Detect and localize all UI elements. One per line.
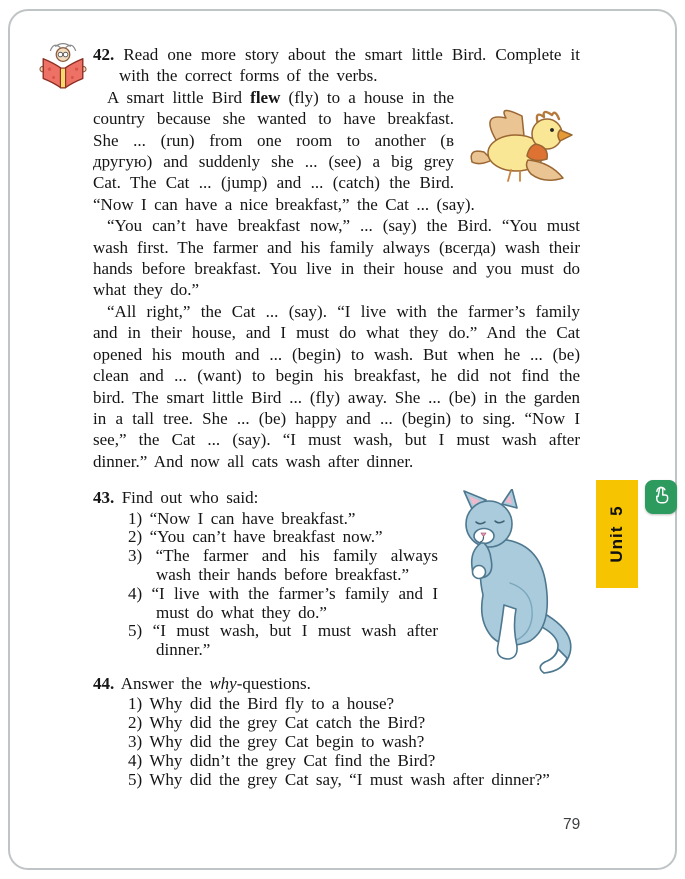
- item-number: 2): [128, 713, 143, 733]
- tap-hand-button[interactable]: [645, 480, 677, 514]
- italic-word: why: [209, 673, 237, 693]
- item-number: 3): [128, 731, 143, 751]
- exercise-44: [93, 673, 580, 789]
- reading-book-icon: [39, 41, 87, 91]
- item-text: “I live with the farmer’s family and I must do what they do.”: [151, 583, 438, 622]
- cat-illustration: [448, 489, 580, 677]
- unit-5-tab-label: Unit 5: [607, 505, 626, 563]
- item-number: 1): [128, 694, 143, 714]
- exercise-42-instruction: Read one more story about the smart little Bird. Complete it with the correct forms of the verbs.: [119, 45, 580, 86]
- item-text: Why did the grey Cat say, “I must wash after dinner?”: [149, 769, 550, 789]
- exercise-43-instruction: Find out who said:: [121, 488, 259, 508]
- item-number: 4): [128, 750, 143, 770]
- bird-illustration: [462, 87, 580, 187]
- exercise-44-number: 44.: [93, 673, 115, 693]
- exercise-43-number: 43.: [93, 488, 115, 508]
- item-text: “I must wash, but I must wash after dinner.”: [152, 621, 438, 660]
- exercise-43: [93, 487, 580, 660]
- exercise-42-title: [93, 44, 580, 87]
- page-number: 79: [563, 816, 581, 833]
- story-paragraph-1: [93, 87, 580, 215]
- story-text: A smart little Bird: [107, 87, 251, 107]
- item-number: 5): [128, 769, 143, 789]
- list-item: [128, 714, 580, 733]
- list-item: [128, 771, 580, 790]
- exercise-42-number: 42.: [93, 45, 115, 64]
- item-number: 3): [128, 546, 143, 566]
- item-text: Why didn’t the grey Cat find the Bird?: [149, 750, 436, 770]
- list-item: [128, 695, 580, 714]
- item-text: Why did the grey Cat begin to wash?: [149, 731, 425, 751]
- item-text: Why did the Bird fly to a house?: [149, 694, 395, 714]
- story-bold-word: flew: [250, 87, 281, 107]
- exercise-42: [93, 44, 580, 472]
- story-text: (fly) to a house in the country because she wanted to have breakfast. She ... (run) from one room to another (в другую) and suddenly she ... (see) a big grey Cat. The Cat ... (jump) and ... (catch) the Bird. “Now I can have a nice breakfast,” the Cat ... (say).: [93, 87, 475, 214]
- item-number: 1): [128, 508, 143, 528]
- item-text: “You can’t have breakfast now.”: [149, 527, 383, 547]
- story-paragraph-2: “You can’t have breakfast now,” ... (say) the Bird. “You must wash first. The farmer and his family always (всегда) wash their hands before breakfast. You live in their house and you must do what they do.”: [93, 216, 580, 300]
- tap-hand-icon: [650, 484, 672, 511]
- item-text: Why did the grey Cat catch the Bird?: [149, 713, 426, 733]
- item-text: “The farmer and his family always wash their hands before breakfast.”: [155, 546, 438, 584]
- page-content: [93, 44, 580, 789]
- item-number: 2): [128, 527, 143, 547]
- exercise-44-instruction: Answer the why-questions.: [120, 673, 311, 693]
- item-number: 5): [128, 621, 143, 641]
- unit-5-tab: [596, 480, 638, 588]
- item-text: “Now I can have breakfast.”: [149, 508, 356, 528]
- list-item: [128, 733, 580, 752]
- item-number: 4): [128, 583, 143, 603]
- exercise-44-list: [128, 695, 580, 789]
- story-paragraph-3: “All right,” the Cat ... (say). “I live with the farmer’s family and in their house, and I must do what they do.” And the Cat opened his mouth and ... (begin) to wash. But when he ... (be) clean and ... (want) to begin his breakfast, he did not find the bird. The smart little Bird ... (fly) away. She ... (be) in the garden in a tall tree. She ... (be) happy and ... (begin) to sing. “Now I see,” the Cat ... (say). “I must wash, but I must wash after dinner.” And now all cats wash after dinner.: [93, 301, 580, 471]
- list-item: [128, 752, 580, 771]
